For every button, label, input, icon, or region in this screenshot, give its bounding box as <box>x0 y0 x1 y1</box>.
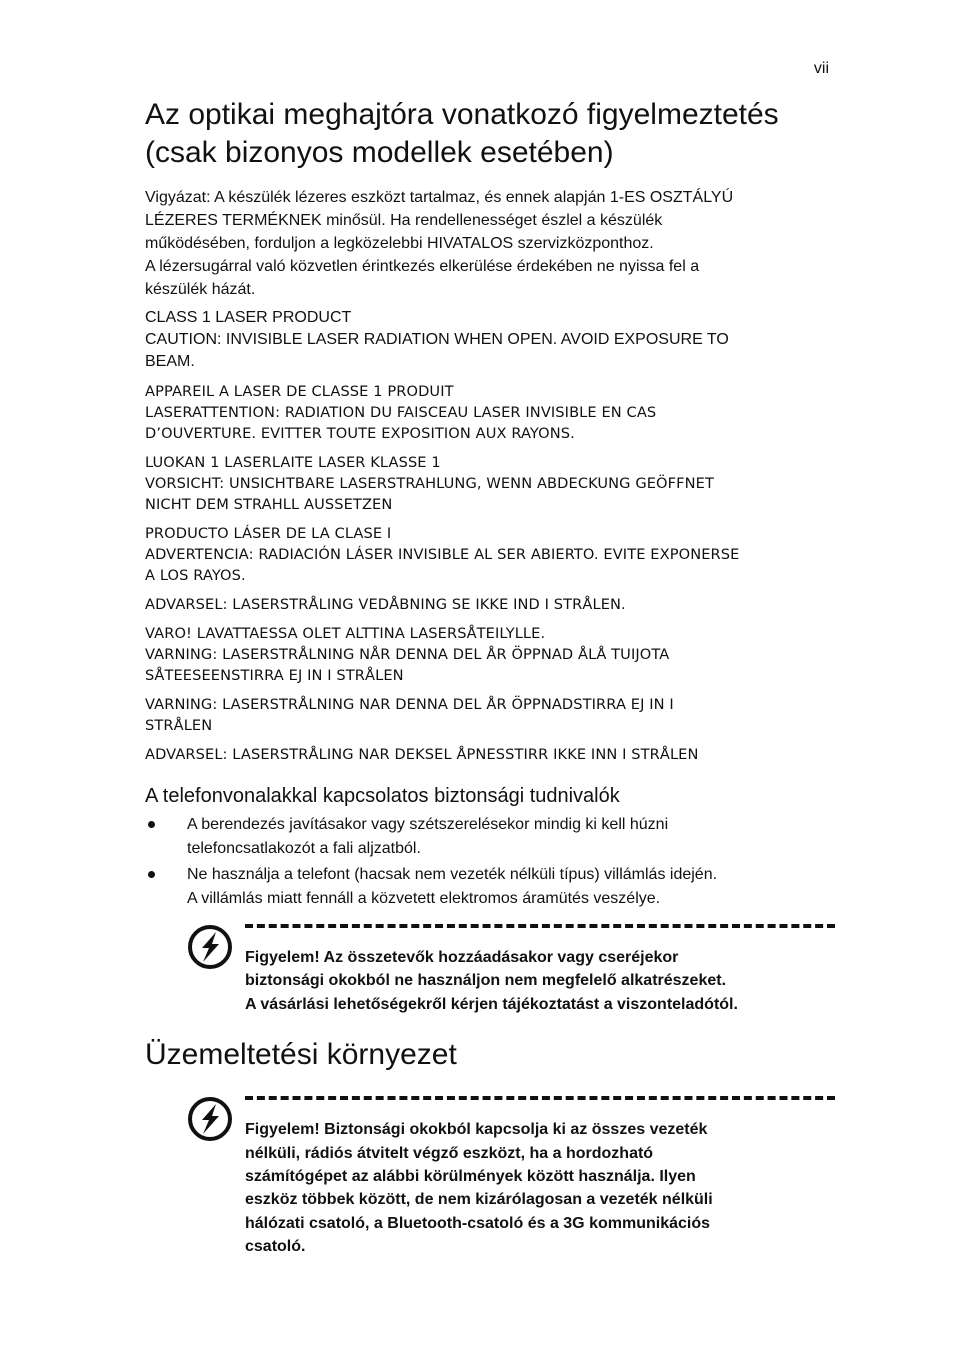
lightning-warning-icon <box>187 924 233 970</box>
text-line: VARNING: LASERSTRÅLNING NÅR DENNA DEL ÅR ÖPPNAD ÅLÅ TUIJOTA <box>145 646 670 663</box>
components-warning <box>187 924 835 1016</box>
laser-notice-danish <box>145 594 835 615</box>
laser-notice-finnish-swedish <box>145 623 835 686</box>
text-line: Figyelem! Biztonsági okokból kapcsolja ki az összes vezeték <box>245 1121 708 1139</box>
text-line: A berendezés javításakor vagy szétszerelésekor mindig ki kell húzni <box>187 816 669 833</box>
text-line: csatoló. <box>245 1238 306 1256</box>
text-line: SÅTEESEENSTIRRA EJ IN I STRÅLEN <box>145 667 404 684</box>
telephone-safety-heading: A telefonvonalakkal kapcsolatos biztonsági tudnivalók <box>145 785 620 807</box>
text-line: CLASS 1 LASER PRODUCT <box>145 309 352 326</box>
text-line: nélküli, rádiós átvitelt végző eszközt, ha a hordozható <box>245 1144 654 1162</box>
text-line: LUOKAN 1 LASERLAITE LASER KLASSE 1 <box>145 454 441 471</box>
text-line: VORSICHT: UNSICHTBARE LASERSTRAHLUNG, WENN ABDECKUNG GEÖFFNET <box>145 475 714 492</box>
text-line: BEAM. <box>145 353 195 370</box>
text-line: számítógépet az alábbi körülmények között használja. Ilyen <box>245 1168 696 1186</box>
warning-text <box>245 946 835 1016</box>
lightning-warning-icon <box>187 1096 233 1142</box>
telephone-safety-list <box>145 813 835 910</box>
bullet-icon <box>148 871 155 878</box>
text-line: eszköz többek között, de nem kizárólagosan a vezeték nélküli <box>245 1191 713 1209</box>
list-item <box>145 863 835 910</box>
text-line: Figyelem! Az összetevők hozzáadásakor vagy cseréjekor <box>245 949 679 966</box>
text-line: VARNING: LASERSTRÅLNING NAR DENNA DEL ÅR ÖPPNADSTIRRA EJ IN I <box>145 696 674 713</box>
page-content <box>145 96 835 1259</box>
text-line: ADVERTENCIA: RADIACIÓN LÁSER INVISIBLE AL SER ABIERTO. EVITE EXPONERSE <box>145 546 740 563</box>
text-line: készülék házát. <box>145 281 256 298</box>
text-line: Ne használja a telefont (hacsak nem vezeték nélküli típus) villámlás idején. <box>187 866 718 883</box>
warning-text <box>245 1118 835 1258</box>
text-line: telefoncsatlakozót a fali aljzatból. <box>187 839 421 857</box>
dotted-divider <box>245 924 835 928</box>
text-line: NICHT DEM STRAHLL AUSSETZEN <box>145 496 393 513</box>
dotted-divider <box>245 1096 835 1100</box>
list-item <box>145 813 835 860</box>
laser-notice-french <box>145 381 835 444</box>
text-line: ADVARSEL: LASERSTRÅLING VEDÅBNING SE IKKE IND I STRÅLEN. <box>145 596 626 613</box>
class1-laser-paragraph <box>145 307 835 373</box>
title-line-2: (csak bizonyos modellek esetében) <box>145 136 614 169</box>
optical-drive-warning-title <box>145 96 835 172</box>
title-line-1: Az optikai meghajtóra vonatkozó figyelmeztetés <box>145 98 779 131</box>
laser-notice-swedish <box>145 694 835 736</box>
bullet-icon <box>148 821 155 828</box>
operating-environment-title: Üzemeltetési környezet <box>145 1038 457 1072</box>
text-line: PRODUCTO LÁSER DE LA CLASE I <box>145 525 392 542</box>
text-line: LÉZERES TERMÉKNEK minősül. Ha rendellenességet észlel a készülék <box>145 212 663 229</box>
text-line: A lézersugárral való közvetlen érintkezés elkerülése érdekében ne nyissa fel a <box>145 258 700 275</box>
text-line: biztonsági okokból ne használjon nem megfelelő alkatrészeket. <box>245 972 727 990</box>
text-line: hálózati csatoló, a Bluetooth-csatoló és a 3G kommunikációs <box>245 1214 710 1232</box>
text-line: A LOS RAYOS. <box>145 567 246 584</box>
laser-notice-norwegian <box>145 744 835 765</box>
text-line: működésében, forduljon a legközelebbi HIVATALOS szervizközponthoz. <box>145 235 654 252</box>
text-line: A villámlás miatt fennáll a közvetett elektromos áramütés veszélye. <box>187 889 661 907</box>
laser-notice-finnish-german <box>145 452 835 515</box>
text-line: VARO! LAVATTAESSA OLET ALTTINA LASERSÅTEILYLLE. <box>145 625 546 642</box>
text-line: ADVARSEL: LASERSTRÅLING NAR DEKSEL ÅPNESSTIRR IKKE INN I STRÅLEN <box>145 746 699 763</box>
text-line: Vigyázat: A készülék lézeres eszközt tartalmaz, és ennek alapján 1-ES OSZTÁLYÚ <box>145 189 734 206</box>
laser-notice-spanish <box>145 523 835 586</box>
text-line: STRÅLEN <box>145 717 213 734</box>
wireless-devices-warning <box>187 1096 835 1258</box>
text-line: D’OUVERTURE. EVITTER TOUTE EXPOSITION AUX RAYONS. <box>145 425 575 442</box>
laser-intro-paragraph <box>145 186 835 301</box>
text-line: A vásárlási lehetőségekről kérjen tájékoztatást a viszonteladótól. <box>245 995 738 1013</box>
page-number: vii <box>813 60 829 77</box>
text-line: CAUTION: INVISIBLE LASER RADIATION WHEN OPEN. AVOID EXPOSURE TO <box>145 331 729 348</box>
text-line: LASERATTENTION: RADIATION DU FAISCEAU LASER INVISIBLE EN CAS <box>145 404 657 421</box>
text-line: APPAREIL A LASER DE CLASSE 1 PRODUIT <box>145 383 454 400</box>
